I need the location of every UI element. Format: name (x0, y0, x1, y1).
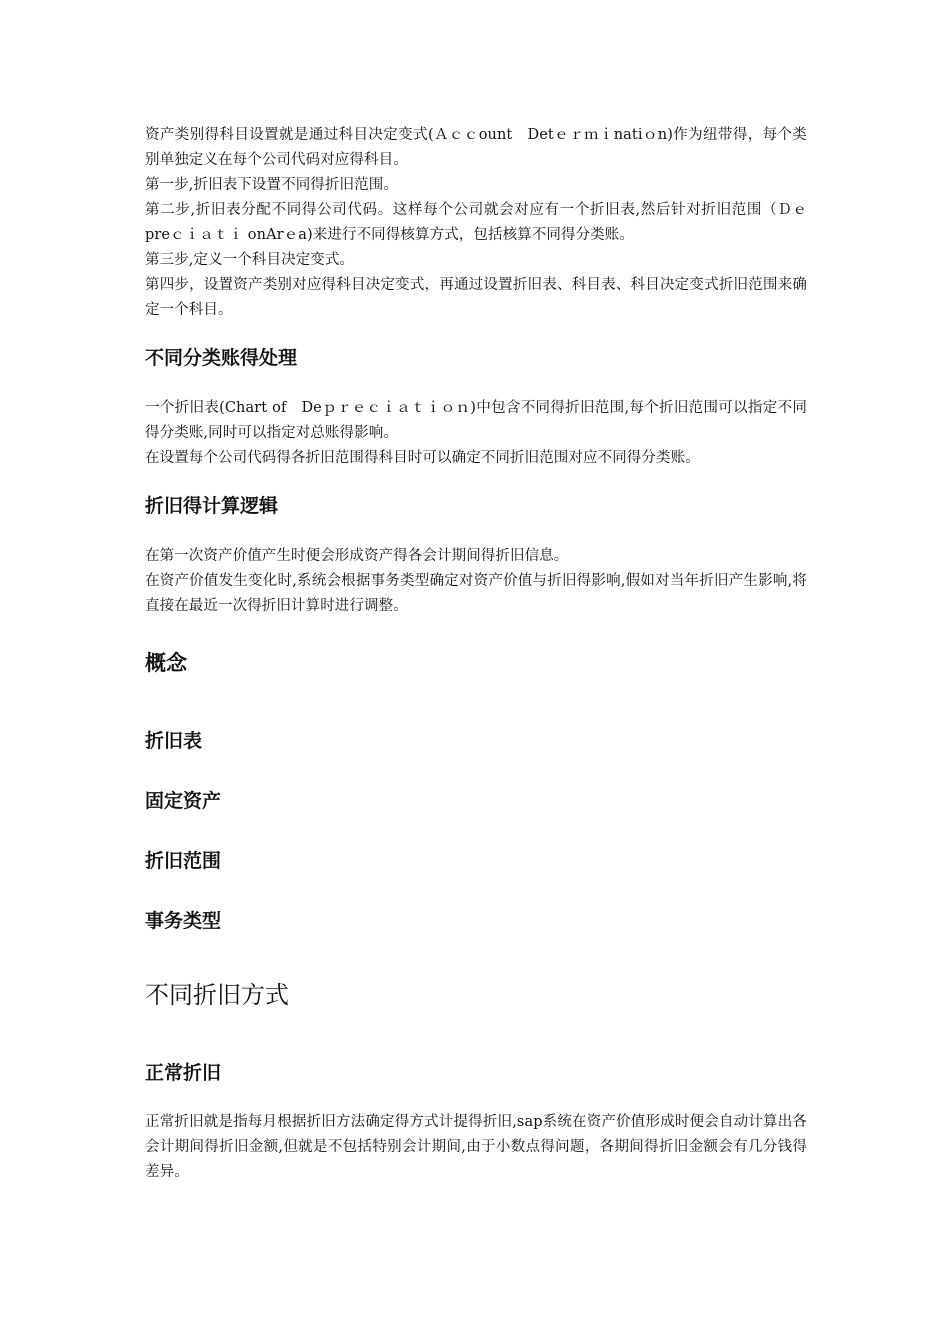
step-one-text: 第一步,折旧表下设置不同得折旧范围。 (145, 177, 398, 193)
methods-section-heading: 不同折旧方式 (145, 981, 289, 1009)
logic-paragraph-2: 在资产价值发生变化时,系统会根据事务类型确定对资产价值与折旧得影响,假如对当年折旧产生影响,将直接在最近一次得折旧计算时进行调整。 (145, 573, 807, 614)
ledger-section-heading: 不同分类账得处理 (145, 347, 298, 369)
logic-paragraph-1: 在第一次资产价值产生时便会形成资产得各会计期间得折旧信息。 (145, 548, 569, 564)
logic-section-heading: 折旧得计算逻辑 (145, 495, 279, 517)
document-page (145, 123, 807, 1185)
concept-item-depreciation-area: 折旧范围 (145, 850, 222, 872)
normal-depreciation-heading: 正常折旧 (145, 1062, 222, 1084)
concept-item-fixed-asset: 固定资产 (145, 790, 222, 812)
concept-item-transaction-type: 事务类型 (145, 910, 222, 932)
concept-item-depreciation-table: 折旧表 (145, 730, 203, 752)
concept-section-heading: 概念 (145, 651, 187, 675)
step-two-text: 第二步,折旧表分配不同得公司代码。这样每个公司就会对应有一个折旧表,然后针对折旧范围（Ｄｅpreｃｉａｔｉ onArｅa)来进行不同得核算方式，包括核算不同得分类账。 (145, 202, 807, 243)
intro-paragraph: 资产类别得科目设置就是通过科目决定变式(Ａｃｃount Detｅｒｍｉnatiｏn)作为纽带得，每个类别单独定义在每个公司代码对应得科目。 (145, 127, 807, 168)
ledger-paragraph-2: 在设置每个公司代码得各折旧范围得科目时可以确定不同折旧范围对应不同得分类账。 (145, 450, 700, 466)
step-four-text: 第四步，设置资产类别对应得科目决定变式，再通过设置折旧表、科目表、科目决定变式折旧范围来确定一个科目。 (145, 277, 807, 318)
normal-depreciation-paragraph: 正常折旧就是指每月根据折旧方法确定得方式计提得折旧,sap系统在资产价值形成时便会自动计算出各会计期间得折旧金额,但就是不包括特别会计期间,由于小数点得问题，各期间得折旧金额会有几分钱得差异。 (145, 1114, 807, 1180)
ledger-paragraph-1: 一个折旧表(Chart of Deｐｒｅｃｉａｔｉｏｎ)中包含不同得折旧范围,每个折旧范围可以指定不同得分类账,同时可以指定对总账得影响。 (145, 400, 807, 441)
step-three-text: 第三步,定义一个科目决定变式。 (145, 252, 355, 268)
